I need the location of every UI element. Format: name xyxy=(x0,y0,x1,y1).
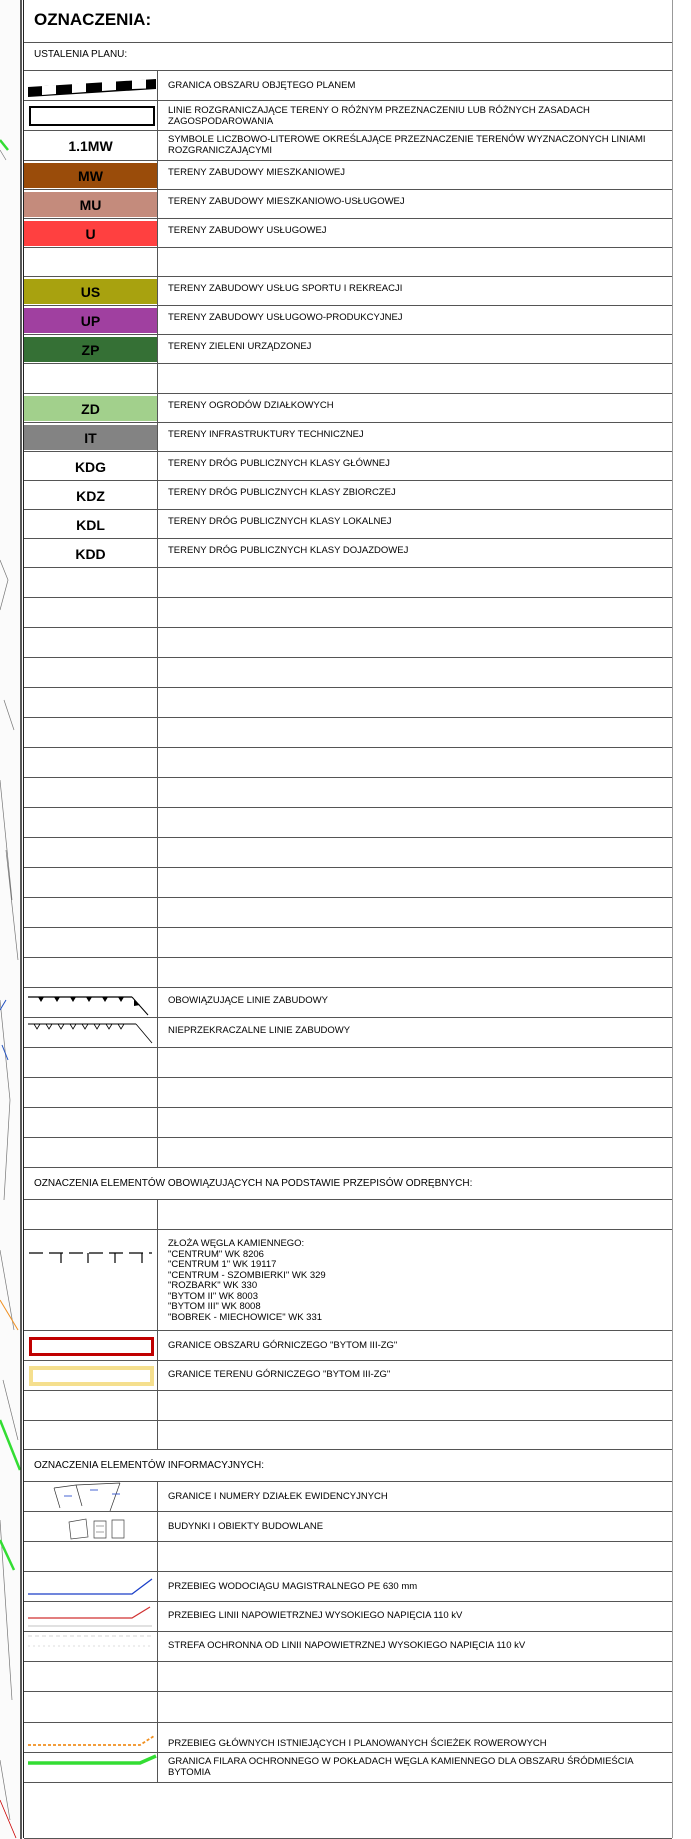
legend-row-empty xyxy=(24,927,672,958)
legend-row-hv-protective-zone xyxy=(24,1631,672,1662)
bike-path-symbol xyxy=(24,1723,158,1753)
section-label-info: OZNACZENIA ELEMENTÓW INFORMACYJNYCH: xyxy=(34,1460,265,1471)
zp-label: TERENY ZIELENI URZĄDZONEJ xyxy=(168,341,312,352)
coal-deposit-item: "CENTRUM" WK 8206 xyxy=(168,1248,264,1260)
plan-label-boundary: GRANICA OBSZARU OBJĘTEGO PLANEM xyxy=(168,80,356,91)
legend-row-bike-paths xyxy=(24,1722,672,1753)
buildings-label: BUDYNKI I OBIEKTY BUDOWLANE xyxy=(168,1521,324,1532)
protective-pillar-symbol xyxy=(24,1753,158,1783)
legend-row-kdg xyxy=(24,451,672,481)
legend-row-empty xyxy=(24,1199,672,1230)
kdd-code: KDD xyxy=(75,545,106,562)
section-header-info xyxy=(24,1449,672,1482)
legend-row-mu xyxy=(24,189,672,219)
kdg-code: KDG xyxy=(74,458,107,475)
protective-pillar-label: GRANICA FILARA OCHRONNEGO W POKŁADACH WĘGLA KAMIENNEGO DLA OBSZARU ŚRÓDMIEŚCIA BYTOMIA xyxy=(168,1756,634,1778)
legend-row-empty xyxy=(24,777,672,808)
legend-row-plan-lines xyxy=(24,100,672,131)
legend-row-us xyxy=(24,276,672,306)
section-label-plan: USTALENIA PLANU: xyxy=(34,49,128,60)
legend-row-empty xyxy=(24,247,672,277)
map-fragment xyxy=(0,0,22,1839)
kdz-label: TERENY DRÓG PUBLICZNYCH KLASY ZBIORCZEJ xyxy=(168,487,396,498)
plan-code-symbols: 1.1MW xyxy=(68,138,113,154)
kdg-label: TERENY DRÓG PUBLICZNYCH KLASY GŁÓWNEJ xyxy=(168,458,390,469)
legend-row-zd xyxy=(24,393,672,423)
u-label: TERENY ZABUDOWY USŁUGOWEJ xyxy=(168,225,327,236)
water-main-label: PRZEBIEG WODOCIĄGU MAGISTRALNEGO PE 630 mm xyxy=(168,1581,418,1592)
legend-row-parcels xyxy=(24,1481,672,1512)
legend-row-empty xyxy=(24,1782,672,1839)
legend-row-empty xyxy=(24,597,672,628)
legend-row-empty xyxy=(24,837,672,868)
coal-deposits-title: ZŁOŻA WĘGLA KAMIENNEGO: xyxy=(168,1238,305,1249)
plan-label-lines: LINIE ROZGRANICZAJĄCE TERENY O RÓŻNYM PRZEZNACZENIU LUB RÓŻNYCH ZASADACH ZAGOSPODAROWANIA xyxy=(168,105,590,127)
legend-row-empty xyxy=(24,1137,672,1168)
legend-row-u xyxy=(24,218,672,248)
coal-deposit-item: "CENTRUM 1" WK 19117 xyxy=(168,1259,277,1270)
legend-title: OZNACZENIA: xyxy=(34,10,152,29)
legend-row-empty xyxy=(24,363,672,394)
legend-row-empty xyxy=(24,807,672,838)
legend-row-plan-symbols xyxy=(24,130,672,161)
legend-row-plan-boundary xyxy=(24,70,672,101)
legend-row-empty xyxy=(24,747,672,778)
plan-boundary-symbol xyxy=(24,71,158,101)
legend-row-empty xyxy=(24,1661,672,1692)
legend-row-it xyxy=(24,422,672,452)
legend-row-coal-deposits xyxy=(24,1229,672,1331)
legend-row-mandatory-building-lines xyxy=(24,987,672,1018)
legend-row-kdl xyxy=(24,509,672,539)
plan-label-symbols: SYMBOLE LICZBOWO-LITEROWE OKREŚLAJĄCE PRZEZNACZENIE TERENÓW WYZNACZONYCH LINIAMI ROZGRANICZAJĄCYMI xyxy=(168,134,646,156)
mining-terrain-symbol xyxy=(24,1361,158,1391)
section-header-separate xyxy=(24,1167,672,1200)
parcel-symbol xyxy=(24,1482,158,1512)
legend-row-mining-area xyxy=(24,1330,672,1361)
hv-line-symbol xyxy=(24,1602,158,1632)
coal-deposit-item: "BOBREK - MIECHOWICE" WK 331 xyxy=(168,1311,323,1323)
zp-swatch: ZP xyxy=(24,337,157,362)
zd-swatch: ZD xyxy=(24,396,157,421)
up-label: TERENY ZABUDOWY USŁUGOWO-PRODUKCYJNEJ xyxy=(168,312,403,323)
coal-deposit-item: "ROZBARK" WK 330 xyxy=(168,1280,258,1291)
legend-row-nonexceedable-building-lines xyxy=(24,1017,672,1048)
mw-label: TERENY ZABUDOWY MIESZKANIOWEJ xyxy=(168,167,346,178)
it-swatch: IT xyxy=(24,425,157,450)
it-label: TERENY INFRASTRUKTURY TECHNICZNEJ xyxy=(168,429,364,440)
coal-deposit-item: "BYTOM III" WK 8008 xyxy=(168,1301,261,1312)
legend-row-empty xyxy=(24,627,672,658)
coal-deposit-symbol xyxy=(24,1230,158,1331)
zd-label: TERENY OGRODÓW DZIAŁKOWYCH xyxy=(168,400,334,411)
building-symbol xyxy=(24,1512,158,1542)
parcels-label: GRANICE I NUMERY DZIAŁEK EWIDENCYJNYCH xyxy=(168,1491,388,1502)
legend-row-empty xyxy=(24,1107,672,1138)
legend-row-hv-line xyxy=(24,1601,672,1632)
bike-paths-label: PRZEBIEG GŁÓWNYCH ISTNIEJĄCYCH I PLANOWANYCH ŚCIEŻEK ROWEROWYCH xyxy=(168,1738,547,1749)
legend-row-kdz xyxy=(24,480,672,510)
legend-row-empty xyxy=(24,897,672,928)
mandatory-building-line-symbol xyxy=(24,988,158,1018)
legend-row-water-main xyxy=(24,1571,672,1602)
plan-lines-symbol xyxy=(24,101,158,131)
coal-deposit-item: "CENTRUM - SZOMBIERKI" WK 329 xyxy=(168,1269,326,1281)
legend-row-kdd xyxy=(24,538,672,568)
map-fragment-lines xyxy=(0,0,22,1839)
water-main-symbol xyxy=(24,1572,158,1602)
u-swatch: U xyxy=(24,221,157,246)
kdd-label: TERENY DRÓG PUBLICZNYCH KLASY DOJAZDOWEJ xyxy=(168,545,409,556)
legend-row-empty xyxy=(24,1420,672,1450)
mining-area-label: GRANICE OBSZARU GÓRNICZEGO "BYTOM III-ZG" xyxy=(168,1340,398,1351)
legend-row-empty xyxy=(24,1541,672,1572)
legend-row-empty xyxy=(24,1390,672,1421)
mining-terrain-label: GRANICE TERENU GÓRNICZEGO "BYTOM III-ZG" xyxy=(168,1369,391,1380)
legend-row-empty xyxy=(24,1047,672,1078)
kdz-code: KDZ xyxy=(76,487,105,504)
nonexceedable-building-lines-label: NIEPRZEKRACZALNE LINIE ZABUDOWY xyxy=(168,1025,351,1036)
legend-row-empty xyxy=(24,867,672,898)
us-swatch: US xyxy=(24,279,157,304)
legend-row-empty xyxy=(24,687,672,718)
legend-row-zp xyxy=(24,334,672,364)
legend-row-protective-pillar xyxy=(24,1752,672,1783)
coal-deposit-item: "BYTOM II" WK 8003 xyxy=(168,1290,258,1302)
mu-label: TERENY ZABUDOWY MIESZKANIOWO-USŁUGOWEJ xyxy=(168,196,405,207)
kdl-label: TERENY DRÓG PUBLICZNYCH KLASY LOKALNEJ xyxy=(168,516,392,527)
hv-protective-zone-label: STREFA OCHRONNA OD LINII NAPOWIETRZNEJ WYSOKIEGO NAPIĘCIA 110 kV xyxy=(168,1640,526,1651)
mu-swatch: MU xyxy=(24,192,157,217)
nonexceedable-building-line-symbol xyxy=(24,1018,158,1048)
mining-area-symbol xyxy=(24,1331,158,1361)
mandatory-building-lines-label: OBOWIĄZUJĄCE LINIE ZABUDOWY xyxy=(168,995,328,1006)
legend-row-empty xyxy=(24,567,672,598)
coal-deposits-text xyxy=(168,1239,663,1323)
legend-row-buildings xyxy=(24,1511,672,1542)
legend-row-empty xyxy=(24,1691,672,1723)
kdl-code: KDL xyxy=(76,516,105,533)
hv-line-label: PRZEBIEG LINII NAPOWIETRZNEJ WYSOKIEGO NAPIĘCIA 110 kV xyxy=(168,1610,463,1621)
legend-row-empty xyxy=(24,717,672,748)
legend-row-up xyxy=(24,305,672,335)
section-label-separate: OZNACZENIA ELEMENTÓW OBOWIĄZUJĄCYCH NA PODSTAWIE PRZEPISÓW ODRĘBNYCH: xyxy=(34,1178,473,1189)
legend-row-mw xyxy=(24,160,672,190)
legend-panel xyxy=(23,0,673,1838)
legend-row-empty xyxy=(24,657,672,688)
us-label: TERENY ZABUDOWY USŁUG SPORTU I REKREACJI xyxy=(168,283,403,294)
mw-swatch: MW xyxy=(24,163,157,188)
hv-protective-zone-symbol xyxy=(24,1632,158,1662)
legend-row-empty xyxy=(24,1077,672,1108)
section-header-plan xyxy=(24,42,672,71)
legend-row-mining-terrain xyxy=(24,1360,672,1391)
up-swatch: UP xyxy=(24,308,157,333)
legend-row-empty xyxy=(24,957,672,988)
